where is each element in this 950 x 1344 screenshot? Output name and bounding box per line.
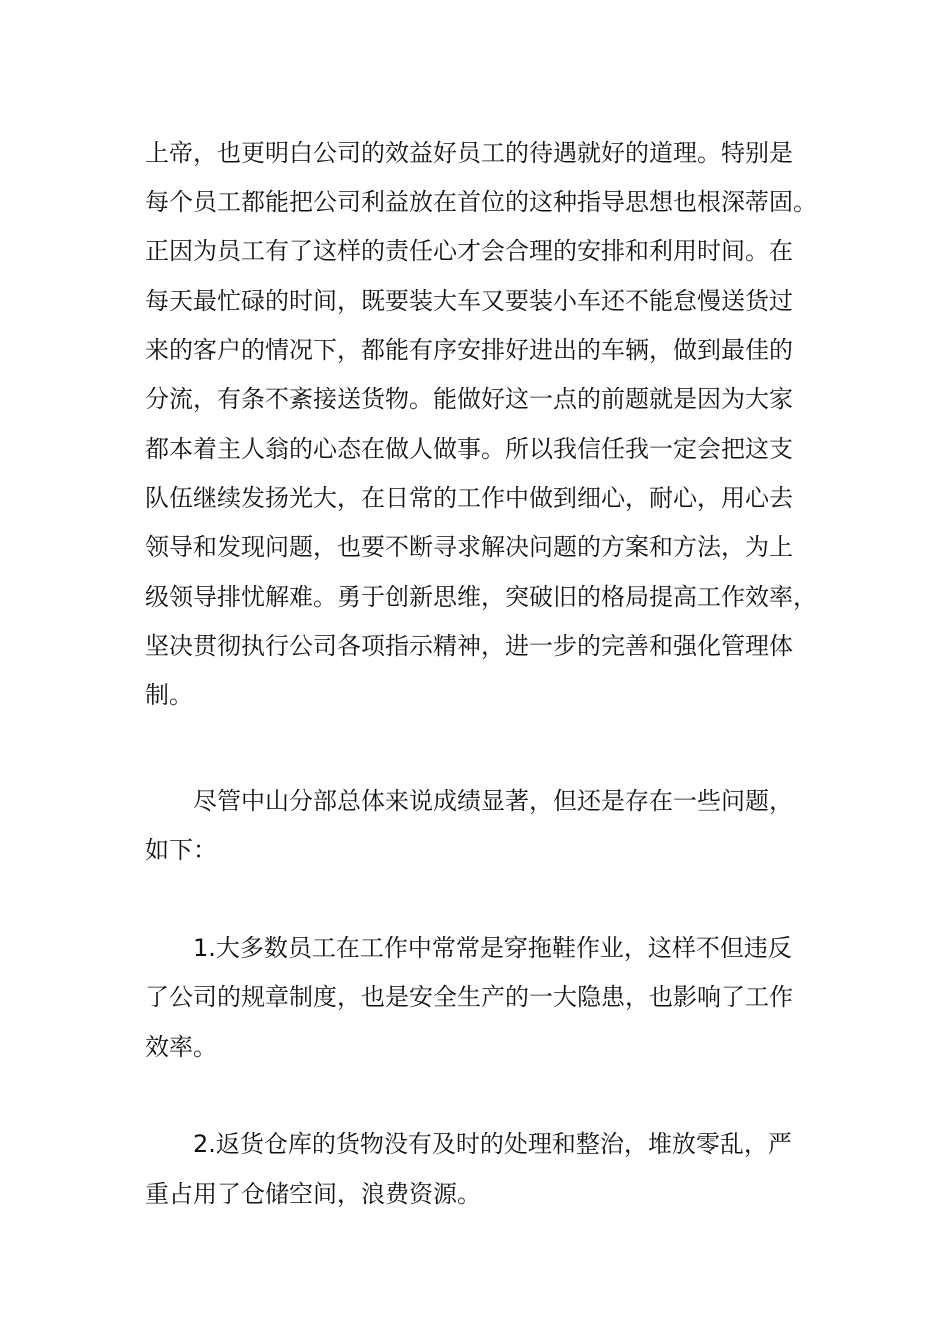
paragraph-1-line-10: 级领导排忧解难。勇于创新思维，突破旧的格局提高工作效率， (145, 583, 817, 611)
paragraph-1-line-4: 每天最忙碌的时间，既要装大车又要装小车还不能怠慢送货过 (145, 287, 793, 315)
paragraph-1-line-5: 来的客户的情况下，都能有序安排好进出的车辆，做到最佳的 (145, 336, 793, 364)
paragraph-2-line-1: 尽管中山分部总体来说成绩显著，但还是存在一些问题， (193, 787, 793, 815)
paragraph-1-line-1: 上帝，也更明白公司的效益好员工的待遇就好的道理。特别是 (145, 139, 793, 167)
paragraph-1-line-7: 都本着主人翁的心态在做人做事。所以我信任我一定会把这支 (145, 435, 793, 463)
paragraph-3-line-3: 效率。 (145, 1033, 217, 1061)
paragraph-1-line-2: 每个员工都能把公司利益放在首位的这种指导思想也根深蒂固。 (145, 188, 817, 216)
paragraph-2-line-2: 如下： (145, 836, 217, 864)
paragraph-4-line-2: 重占用了仓储空间，浪费资源。 (145, 1180, 481, 1208)
paragraph-1-line-6: 分流，有条不紊接送货物。能做好这一点的前题就是因为大家 (145, 385, 793, 413)
paragraph-1-line-8: 队伍继续发扬光大，在日常的工作中做到细心，耐心，用心去 (145, 484, 793, 512)
paragraph-1-line-11: 坚决贯彻执行公司各项指示精神，进一步的完善和强化管理体 (145, 632, 793, 660)
paragraph-3-line-1: 1.大多数员工在工作中常常是穿拖鞋作业，这样不但违反 (193, 934, 792, 962)
paragraph-4-line-1: 2.返货仓库的货物没有及时的处理和整治，堆放零乱，严 (193, 1130, 792, 1158)
paragraph-1-line-12: 制。 (145, 681, 193, 709)
paragraph-3-line-2: 了公司的规章制度，也是安全生产的一大隐患，也影响了工作 (145, 983, 793, 1011)
paragraph-1-line-9: 领导和发现问题，也要不断寻求解决问题的方案和方法，为上 (145, 533, 793, 561)
paragraph-1-line-3: 正因为员工有了这样的责任心才会合理的安排和利用时间。在 (145, 237, 793, 265)
